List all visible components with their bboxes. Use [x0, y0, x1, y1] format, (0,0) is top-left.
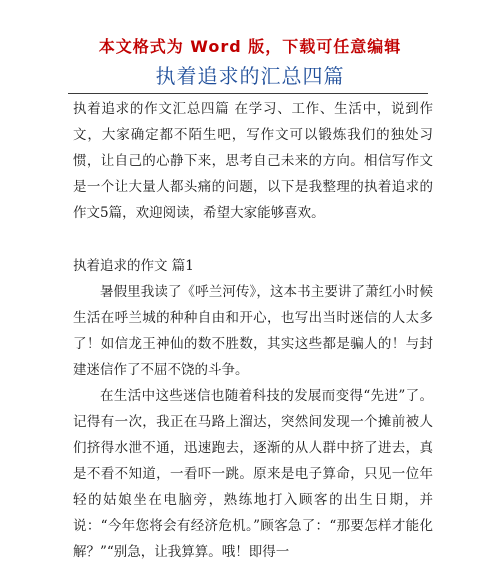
body-paragraph-1: 暑假里我读了《呼兰河传》，这本书主要讲了萧红小时候生活在呼兰城的种种自由和开心，也写出当时迷信的人太多了！如信龙王神仙的数不胜数，其实这些都是骗人的！与封建迷信作了不屈不饶的斗争。	[73, 284, 433, 378]
section-gap	[73, 226, 433, 253]
intro-paragraph: 执着追求的作文汇总四篇 在学习、工作、生活中，说到作文，大家确定都不陌生吧，写作文可以锻炼我们的独处习惯，让自己的心静下来，思考自己未来的方向。相信写作文是一个让大量人都头痛的问题，以下是我整理的执着追求的作文5篇，欢迎阅读，希望大家能够喜欢。	[73, 101, 433, 221]
download-banner: 本文格式为 Word 版，下载可任意编辑	[98, 37, 402, 56]
page-title: 执着追求的汇总四篇	[155, 64, 345, 88]
body-paragraph-2: 在生活中这些迷信也随着科技的发展而变得“先进”了。记得有一次，我正在马路上溜达，突然间发现一个摊前被人们挤得水泄不通，迅速跑去，逐渐的从人群中挤了进去，真是不看不知道，一看吓一跳。原来是电子算命，只见一位年轻的姑娘坐在电脑旁，熟练地打入顾客的出生日期，并说：“今年您将会有经济危机。”顾客急了：“那要怎样才能化解？”“别急，让我算算。哦！即得一	[73, 388, 433, 560]
title-divider	[68, 93, 428, 94]
document-body	[73, 96, 433, 565]
section-heading: 执着追求的作文 篇1	[73, 258, 194, 274]
